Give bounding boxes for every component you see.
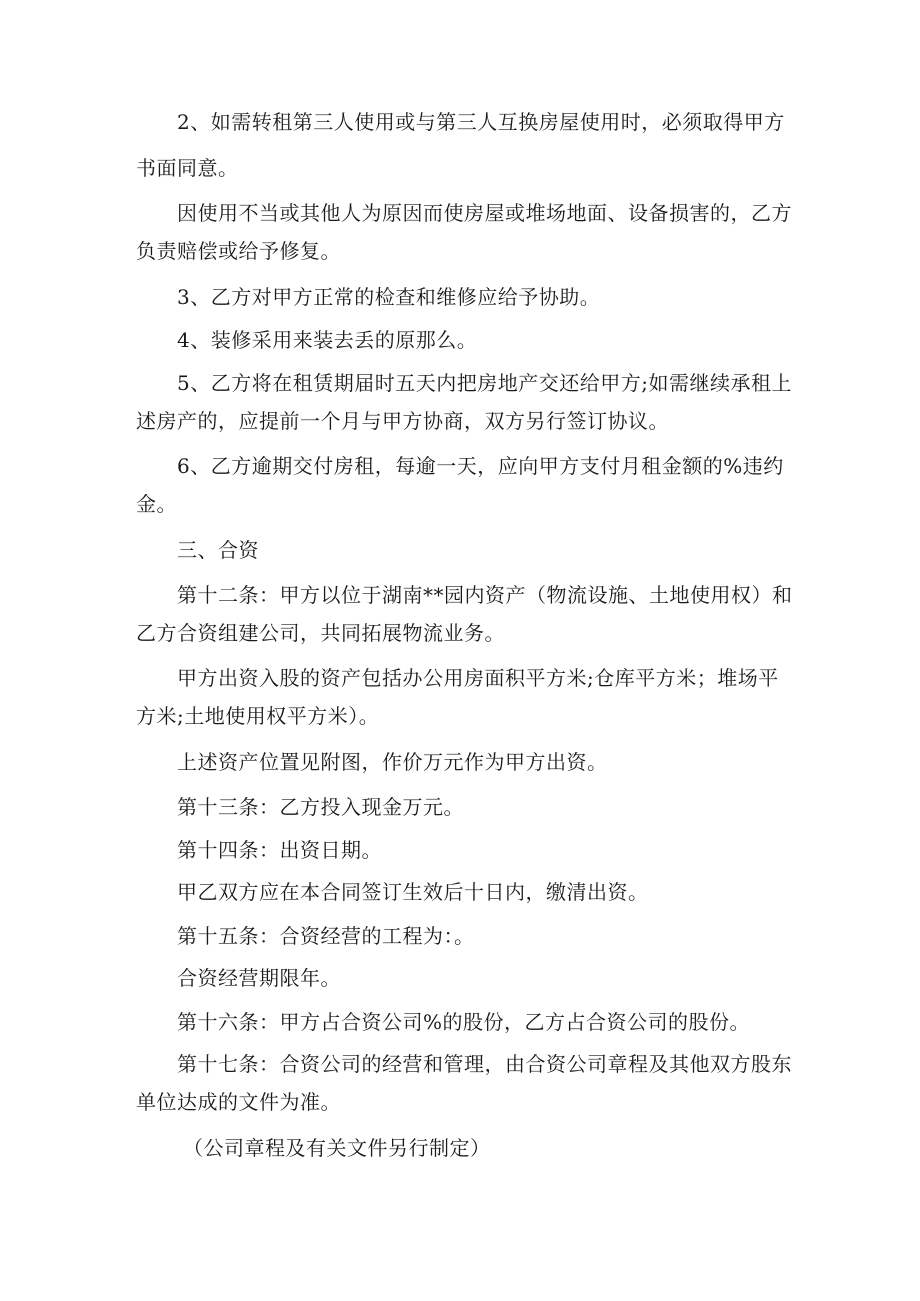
text-line: 4、装修采用来装去丢的原那么。	[177, 328, 478, 352]
text-line: 甲方出资入股的资产包括办公用房面积平方米;仓库平方米；堆场平	[177, 666, 779, 690]
text-line: 方米;土地使用权平方米）。	[136, 704, 380, 728]
text-line: 单位达成的文件为准。	[136, 1090, 341, 1114]
text-line: 金。	[136, 492, 177, 516]
text-line: 第十三条：乙方投入现金万元。	[177, 795, 464, 819]
text-line: 因使用不当或其他人为原因而使房屋或堆场地面、设备损害的，乙方	[177, 201, 792, 225]
text-line: 6、乙方逾期交付房租，每逾一天，应向甲方支付月租金额的%违约	[177, 454, 784, 478]
text-line: 3、乙方对甲方正常的检查和维修应给予协助。	[177, 285, 601, 309]
text-line: （公司章程及有关文件另行制定）	[183, 1136, 491, 1160]
text-line: 2、如需转租第三人使用或与第三人互换房屋使用时，必须取得甲方	[177, 110, 785, 134]
text-line: 第十七条：合资公司的经营和管理，由合资公司章程及其他双方股东	[177, 1052, 792, 1076]
text-line: 第十四条：出资日期。	[177, 838, 382, 862]
text-line: 合资经营期限年。	[177, 966, 341, 990]
section-heading: 三、合资	[177, 538, 259, 562]
text-line: 乙方合资组建公司，共同拓展物流业务。	[136, 621, 505, 645]
text-line: 甲乙双方应在本合同签订生效后十日内，缴清出资。	[177, 880, 649, 904]
text-line: 5、乙方将在租赁期届时五天内把房地产交还给甲方;如需继续承租上	[177, 371, 792, 395]
text-line: 述房产的，应提前一个月与甲方协商，双方另行签订协议。	[136, 409, 669, 433]
text-line: 负责赔偿或给予修复。	[136, 239, 341, 263]
text-line: 书面同意。	[136, 156, 239, 180]
text-line: 上述资产位置见附图，作价万元作为甲方出资。	[177, 750, 608, 774]
text-line: 第十六条：甲方占合资公司%的股份，乙方占合资公司的股份。	[177, 1010, 751, 1034]
text-line: 第十二条：甲方以位于湖南**园内资产（物流设施、土地使用权）和	[177, 583, 793, 607]
text-line: 第十五条：合资经营的工程为：。	[177, 924, 475, 948]
